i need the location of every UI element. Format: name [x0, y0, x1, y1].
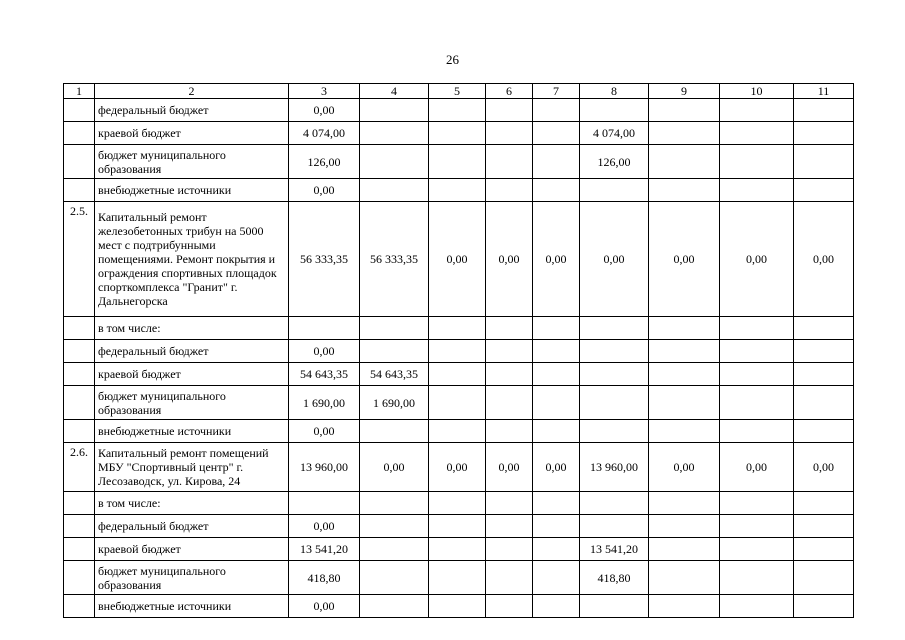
value-cell-col5 — [429, 340, 486, 363]
value-cell-col8 — [580, 99, 649, 122]
column-header: 7 — [533, 84, 580, 99]
value-cell-col7: 0,00 — [533, 443, 580, 492]
row-number-cell — [64, 340, 95, 363]
value-cell-col3: 54 643,35 — [289, 363, 360, 386]
table-row — [64, 179, 854, 202]
value-cell-col10 — [720, 340, 794, 363]
row-description-cell: краевой бюджет — [95, 363, 289, 386]
value-cell-col5 — [429, 595, 486, 618]
value-cell-col3: 0,00 — [289, 340, 360, 363]
value-cell-col6 — [486, 492, 533, 515]
value-cell-col6 — [486, 386, 533, 420]
value-cell-col7 — [533, 122, 580, 145]
value-cell-col6 — [486, 179, 533, 202]
column-header: 11 — [794, 84, 854, 99]
value-cell-col9 — [649, 538, 720, 561]
value-cell-col5 — [429, 179, 486, 202]
row-description-cell: в том числе: — [95, 317, 289, 340]
row-description-cell: бюджет муниципального образования — [95, 561, 289, 595]
value-cell-col6: 0,00 — [486, 202, 533, 317]
table-row — [64, 317, 854, 340]
table-row — [64, 145, 854, 179]
value-cell-col8 — [580, 340, 649, 363]
value-cell-col3 — [289, 317, 360, 340]
table-row — [64, 595, 854, 618]
value-cell-col3 — [289, 492, 360, 515]
value-cell-col10 — [720, 363, 794, 386]
value-cell-col9 — [649, 386, 720, 420]
value-cell-col5 — [429, 145, 486, 179]
row-description-cell: краевой бюджет — [95, 538, 289, 561]
value-cell-col5 — [429, 122, 486, 145]
value-cell-col3: 1 690,00 — [289, 386, 360, 420]
value-cell-col10 — [720, 317, 794, 340]
column-header: 4 — [360, 84, 429, 99]
table-row — [64, 492, 854, 515]
value-cell-col11 — [794, 179, 854, 202]
table-row — [64, 363, 854, 386]
value-cell-col5 — [429, 561, 486, 595]
value-cell-col11 — [794, 340, 854, 363]
value-cell-col4 — [360, 99, 429, 122]
value-cell-col8 — [580, 386, 649, 420]
value-cell-col8 — [580, 317, 649, 340]
row-number-cell — [64, 515, 95, 538]
row-number-cell — [64, 420, 95, 443]
row-number-cell — [64, 386, 95, 420]
value-cell-col10 — [720, 492, 794, 515]
value-cell-col3: 126,00 — [289, 145, 360, 179]
value-cell-col11 — [794, 492, 854, 515]
value-cell-col4: 1 690,00 — [360, 386, 429, 420]
row-number-cell — [64, 317, 95, 340]
value-cell-col3: 56 333,35 — [289, 202, 360, 317]
value-cell-col9 — [649, 595, 720, 618]
value-cell-col5 — [429, 363, 486, 386]
value-cell-col6 — [486, 515, 533, 538]
value-cell-col7: 0,00 — [533, 202, 580, 317]
value-cell-col10 — [720, 515, 794, 538]
row-number-cell — [64, 561, 95, 595]
value-cell-col7 — [533, 595, 580, 618]
value-cell-col11 — [794, 420, 854, 443]
value-cell-col10 — [720, 420, 794, 443]
column-header: 8 — [580, 84, 649, 99]
value-cell-col7 — [533, 386, 580, 420]
row-number-cell: 2.5. — [64, 202, 95, 317]
table-row — [64, 122, 854, 145]
value-cell-col4: 54 643,35 — [360, 363, 429, 386]
value-cell-col6 — [486, 340, 533, 363]
value-cell-col6: 0,00 — [486, 443, 533, 492]
value-cell-col9 — [649, 492, 720, 515]
table-row — [64, 340, 854, 363]
value-cell-col7 — [533, 363, 580, 386]
value-cell-col4 — [360, 179, 429, 202]
value-cell-col4: 56 333,35 — [360, 202, 429, 317]
value-cell-col10: 0,00 — [720, 202, 794, 317]
value-cell-col7 — [533, 561, 580, 595]
table-row — [64, 561, 854, 595]
row-description-cell: Капитальный ремонт помещений МБУ "Спортивный центр" г. Лесозаводск, ул. Кирова, 24 — [95, 443, 289, 492]
value-cell-col7 — [533, 99, 580, 122]
row-description-cell: внебюджетные источники — [95, 179, 289, 202]
table-body — [64, 84, 854, 618]
value-cell-col5 — [429, 538, 486, 561]
table-row — [64, 538, 854, 561]
value-cell-col6 — [486, 145, 533, 179]
row-description-cell: в том числе: — [95, 492, 289, 515]
value-cell-col8: 13 960,00 — [580, 443, 649, 492]
value-cell-col9 — [649, 340, 720, 363]
value-cell-col11 — [794, 538, 854, 561]
value-cell-col3: 13 541,20 — [289, 538, 360, 561]
value-cell-col10 — [720, 122, 794, 145]
value-cell-col7 — [533, 420, 580, 443]
row-description-cell: бюджет муниципального образования — [95, 386, 289, 420]
value-cell-col5 — [429, 99, 486, 122]
value-cell-col7 — [533, 145, 580, 179]
value-cell-col9 — [649, 363, 720, 386]
value-cell-col3: 0,00 — [289, 595, 360, 618]
value-cell-col3: 418,80 — [289, 561, 360, 595]
value-cell-col3: 13 960,00 — [289, 443, 360, 492]
value-cell-col8 — [580, 515, 649, 538]
value-cell-col9: 0,00 — [649, 202, 720, 317]
table-row — [64, 515, 854, 538]
value-cell-col5 — [429, 420, 486, 443]
value-cell-col5: 0,00 — [429, 443, 486, 492]
value-cell-col10 — [720, 179, 794, 202]
value-cell-col10 — [720, 145, 794, 179]
value-cell-col11 — [794, 561, 854, 595]
value-cell-col7 — [533, 538, 580, 561]
value-cell-col3: 0,00 — [289, 420, 360, 443]
row-number-cell — [64, 99, 95, 122]
value-cell-col11 — [794, 122, 854, 145]
value-cell-col4 — [360, 317, 429, 340]
value-cell-col10: 0,00 — [720, 443, 794, 492]
value-cell-col8: 126,00 — [580, 145, 649, 179]
value-cell-col11 — [794, 145, 854, 179]
value-cell-col6 — [486, 122, 533, 145]
value-cell-col4: 0,00 — [360, 443, 429, 492]
budget-table — [63, 83, 854, 618]
value-cell-col7 — [533, 317, 580, 340]
value-cell-col4 — [360, 595, 429, 618]
value-cell-col5 — [429, 386, 486, 420]
row-description-cell: внебюджетные источники — [95, 420, 289, 443]
column-header: 5 — [429, 84, 486, 99]
value-cell-col8: 13 541,20 — [580, 538, 649, 561]
row-number-cell — [64, 145, 95, 179]
row-description-cell: федеральный бюджет — [95, 99, 289, 122]
value-cell-col10 — [720, 538, 794, 561]
value-cell-col9 — [649, 179, 720, 202]
value-cell-col4 — [360, 420, 429, 443]
table-row — [64, 99, 854, 122]
value-cell-col3: 0,00 — [289, 515, 360, 538]
value-cell-col5 — [429, 515, 486, 538]
value-cell-col11 — [794, 515, 854, 538]
column-header: 2 — [95, 84, 289, 99]
row-number-cell — [64, 179, 95, 202]
value-cell-col6 — [486, 561, 533, 595]
value-cell-col4 — [360, 492, 429, 515]
value-cell-col3: 0,00 — [289, 99, 360, 122]
value-cell-col4 — [360, 538, 429, 561]
value-cell-col8: 4 074,00 — [580, 122, 649, 145]
row-number-cell — [64, 363, 95, 386]
table-row — [64, 420, 854, 443]
value-cell-col4 — [360, 122, 429, 145]
row-description-cell: внебюджетные источники — [95, 595, 289, 618]
value-cell-col10 — [720, 595, 794, 618]
value-cell-col6 — [486, 99, 533, 122]
value-cell-col7 — [533, 179, 580, 202]
column-header: 9 — [649, 84, 720, 99]
column-header: 10 — [720, 84, 794, 99]
value-cell-col11: 0,00 — [794, 202, 854, 317]
page-number: 26 — [446, 52, 459, 67]
value-cell-col5 — [429, 492, 486, 515]
value-cell-col5 — [429, 317, 486, 340]
row-description-cell: федеральный бюджет — [95, 340, 289, 363]
value-cell-col8 — [580, 179, 649, 202]
value-cell-col6 — [486, 595, 533, 618]
column-header: 6 — [486, 84, 533, 99]
value-cell-col9 — [649, 122, 720, 145]
value-cell-col4 — [360, 561, 429, 595]
table-row — [64, 202, 854, 317]
value-cell-col9 — [649, 515, 720, 538]
value-cell-col7 — [533, 492, 580, 515]
row-description-cell: Капитальный ремонт железобетонных трибун на 5000 мест с подтрибунными помещениями. Ремонт покрытия и ограждения спортивных площадок спорткомплекса "Гранит" г. Дальнегорска — [95, 202, 289, 317]
value-cell-col8: 418,80 — [580, 561, 649, 595]
value-cell-col7 — [533, 515, 580, 538]
value-cell-col6 — [486, 538, 533, 561]
value-cell-col8 — [580, 492, 649, 515]
value-cell-col6 — [486, 420, 533, 443]
row-description-cell: краевой бюджет — [95, 122, 289, 145]
row-number-cell: 2.6. — [64, 443, 95, 492]
row-number-cell — [64, 595, 95, 618]
value-cell-col9 — [649, 99, 720, 122]
table-row — [64, 443, 854, 492]
value-cell-col11 — [794, 317, 854, 340]
row-description-cell: бюджет муниципального образования — [95, 145, 289, 179]
value-cell-col8 — [580, 595, 649, 618]
row-description-cell: федеральный бюджет — [95, 515, 289, 538]
value-cell-col11 — [794, 363, 854, 386]
column-header-row — [64, 84, 854, 99]
value-cell-col9 — [649, 420, 720, 443]
column-header: 1 — [64, 84, 95, 99]
value-cell-col5: 0,00 — [429, 202, 486, 317]
value-cell-col10 — [720, 386, 794, 420]
value-cell-col9 — [649, 145, 720, 179]
value-cell-col4 — [360, 340, 429, 363]
value-cell-col3: 0,00 — [289, 179, 360, 202]
value-cell-col6 — [486, 317, 533, 340]
value-cell-col11 — [794, 595, 854, 618]
value-cell-col8 — [580, 420, 649, 443]
value-cell-col4 — [360, 515, 429, 538]
value-cell-col8: 0,00 — [580, 202, 649, 317]
value-cell-col6 — [486, 363, 533, 386]
value-cell-col4 — [360, 145, 429, 179]
value-cell-col9: 0,00 — [649, 443, 720, 492]
value-cell-col11 — [794, 386, 854, 420]
value-cell-col7 — [533, 340, 580, 363]
value-cell-col11 — [794, 99, 854, 122]
column-header: 3 — [289, 84, 360, 99]
value-cell-col3: 4 074,00 — [289, 122, 360, 145]
row-number-cell — [64, 122, 95, 145]
value-cell-col10 — [720, 99, 794, 122]
value-cell-col11: 0,00 — [794, 443, 854, 492]
row-number-cell — [64, 492, 95, 515]
value-cell-col8 — [580, 363, 649, 386]
row-number-cell — [64, 538, 95, 561]
table-row — [64, 386, 854, 420]
value-cell-col10 — [720, 561, 794, 595]
value-cell-col9 — [649, 317, 720, 340]
value-cell-col9 — [649, 561, 720, 595]
